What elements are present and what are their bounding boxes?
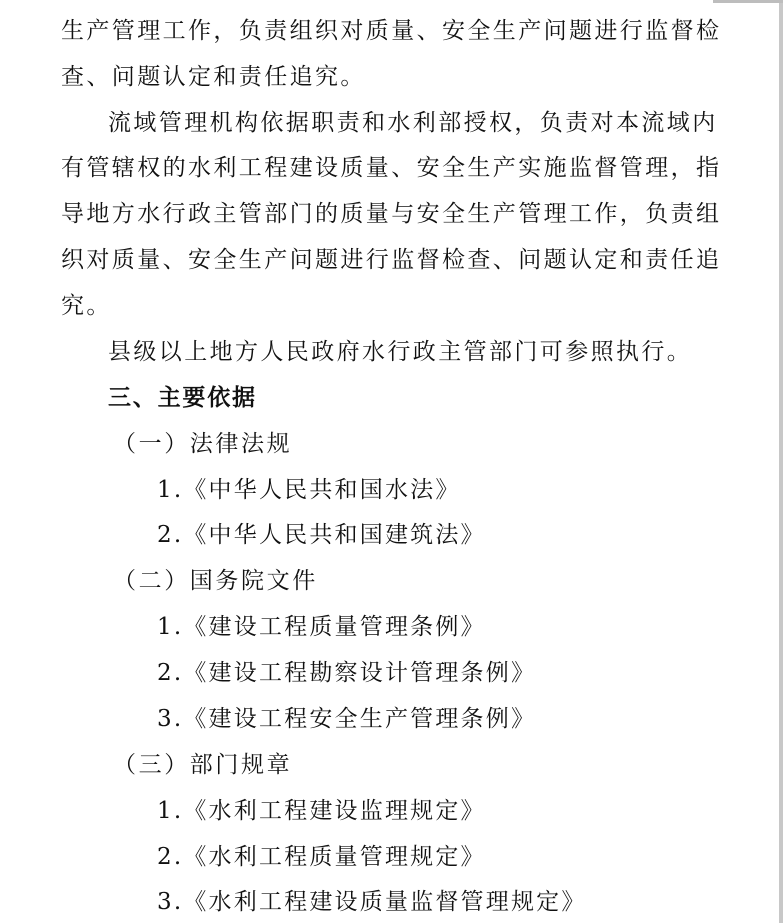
subsection-heading: （一）法律法规	[113, 431, 293, 457]
body-text-line: 查、问题认定和责任追究。	[61, 64, 366, 90]
body-text-line: 有管辖权的水利工程建设质量、安全生产实施监督管理，指	[61, 155, 722, 181]
body-text-line: 导地方水行政主管部门的质量与安全生产管理工作，负责组	[61, 201, 722, 227]
reference-item: 1.《中华人民共和国水法》	[157, 477, 461, 503]
reference-item: 2.《建设工程勘察设计管理条例》	[157, 660, 537, 686]
page-edge-right	[779, 0, 783, 923]
page-edge-top	[713, 0, 783, 3]
reference-item: 1.《水利工程建设监理规定》	[157, 798, 486, 824]
reference-item: 3.《水利工程建设质量监督管理规定》	[157, 889, 587, 915]
paragraph-first-line: 县级以上地方人民政府水行政主管部门可参照执行。	[108, 339, 693, 365]
reference-item: 1.《建设工程质量管理条例》	[157, 614, 486, 640]
section-heading: 三、主要依据	[108, 384, 257, 411]
reference-item: 2.《中华人民共和国建筑法》	[157, 522, 486, 548]
reference-item: 3.《建设工程安全生产管理条例》	[157, 706, 537, 732]
subsection-heading: （二）国务院文件	[113, 568, 318, 594]
paragraph-first-line: 流域管理机构依据职责和水利部授权，负责对本流域内	[108, 110, 718, 136]
subsection-heading: （三）部门规章	[113, 752, 293, 778]
reference-item: 2.《水利工程质量管理规定》	[157, 844, 486, 870]
body-text-line: 织对质量、安全生产问题进行监督检查、问题认定和责任追	[61, 247, 722, 273]
body-text-line: 生产管理工作，负责组织对质量、安全生产问题进行监督检	[61, 18, 722, 44]
body-text-line: 究。	[61, 293, 112, 319]
